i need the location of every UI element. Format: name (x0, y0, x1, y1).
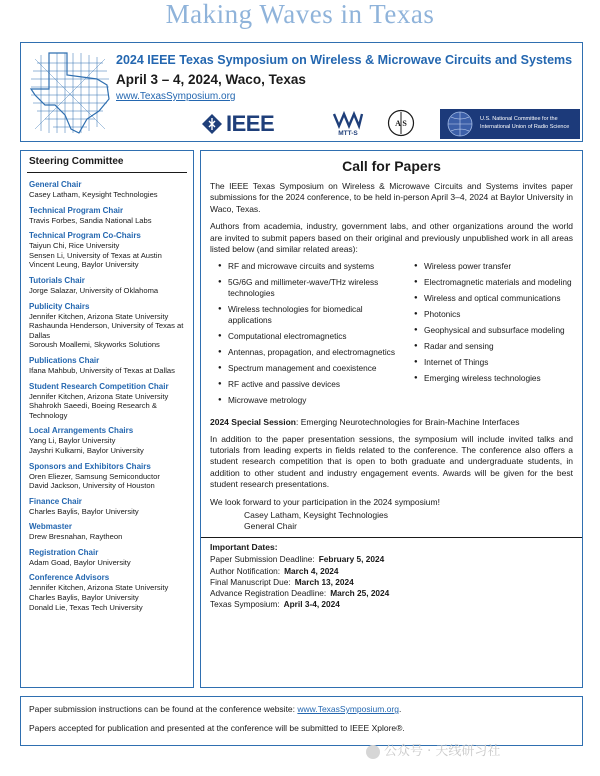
steering-committee-title: Steering Committee (27, 156, 187, 173)
signature-block (244, 510, 573, 532)
ieee-logo (201, 111, 274, 137)
important-dates-title: Important Dates: (210, 542, 278, 553)
dates-list (210, 554, 573, 610)
date-label: Texas Symposium: (210, 599, 280, 610)
committee-member: Donald Lie, Texas Tech University (29, 602, 143, 612)
topic-item: ● Emerging wireless technologies (414, 373, 573, 384)
committee-member: Charles Baylis, Baylor University (29, 593, 139, 603)
closing-line: We look forward to your participation in the 2024 symposium! (210, 496, 440, 507)
committee-member: Yang Li, Baylor University (29, 436, 116, 446)
date-value: March 4, 2024 (284, 565, 339, 576)
committee-role: Technical Program Chair (29, 205, 124, 215)
topics-right-column (414, 261, 573, 410)
topics-left-column (218, 261, 406, 410)
committee-role: Registration Chair (29, 547, 99, 557)
committee-group (29, 573, 185, 612)
footer-box (20, 696, 583, 746)
topic-item: ● Microwave metrology (218, 395, 406, 406)
committee-role: Student Research Competition Chair (29, 381, 169, 391)
committee-member: Sensen Li, University of Texas at Austin (29, 250, 162, 260)
committee-member: Casey Latham, Keysight Technologies (29, 190, 158, 199)
wechat-icon (366, 745, 380, 759)
date-label: Author Notification: (210, 565, 281, 576)
watermark-text: 公众号 · 天线研习社 (384, 744, 501, 759)
date-row (210, 554, 573, 565)
topic-item: ● Geophysical and subsurface modeling (414, 325, 573, 336)
banner (0, 0, 600, 29)
mtt-s-logo-icon (331, 111, 365, 137)
committee-member: Soroush Moallemi, Skyworks Solutions (29, 340, 160, 350)
date-row (210, 577, 573, 588)
aps-logo-text: A S (395, 119, 407, 128)
footer-xplore-line: Papers accepted for publication and presented at the conference will be submitted to IEEE Xplore®. (29, 723, 405, 733)
header-date-location: April 3 – 4, 2024, Waco, Texas (116, 72, 306, 87)
committee-member: Drew Bresnahan, Raytheon (29, 532, 123, 542)
committee-group (29, 231, 185, 270)
committee-member: Travis Forbes, Sandia National Labs (29, 215, 152, 225)
committee-group (29, 206, 185, 226)
steering-committee-panel (20, 150, 194, 688)
banner-title: Making Waves in Texas (165, 0, 435, 29)
footer-submission-line (29, 704, 574, 715)
committee-group (29, 522, 185, 542)
committee-group (29, 382, 185, 421)
topic-item: ● Computational electromagnetics (218, 331, 406, 342)
ursi-logo-text: U.S. National Committee for the International Union of Radio Science (480, 116, 570, 130)
globe-icon (442, 109, 478, 139)
topic-item: ● Spectrum management and coexistence (218, 363, 406, 374)
committee-member: Jennifer Kitchen, Arizona State University (29, 583, 169, 593)
texas-map-icon (27, 49, 113, 137)
important-dates (201, 537, 582, 610)
committee-group (29, 180, 185, 200)
ieee-logo-text: IEEE (226, 111, 275, 136)
date-value: February 5, 2024 (318, 554, 385, 565)
committee-role: Local Arrangements Chairs (29, 426, 134, 436)
committee-member: Charles Baylis, Baylor University (29, 506, 139, 516)
date-value: April 3-4, 2024 (283, 599, 340, 610)
committee-member: Jayshri Kulkarni, Baylor University (29, 445, 144, 455)
committee-member: Adam Goad, Baylor University (29, 557, 131, 567)
footer-website-link[interactable]: www.TexasSymposium.org (297, 704, 399, 714)
committee-group (29, 302, 185, 350)
topics-list (218, 261, 573, 410)
addition-paragraph: In addition to the paper presentation sessions, the symposium will include invited talks and tutorials from leading experts in fields related to the conference. The conference also offers a student research competition that is open to both graduate and undergraduate students, in addition to other student and industry engagement events. Awards will be given for the best student research presentations. (210, 433, 573, 490)
committee-role: Conference Advisors (29, 573, 110, 583)
committee-member: Shahrokh Saeedi, Boeing Research & Technology (29, 401, 157, 420)
committee-member: Taiyun Chi, Rice University (29, 241, 120, 251)
committee-group (29, 276, 185, 296)
mtt-s-logo-text: MTT-S (338, 130, 358, 137)
aps-logo-icon (387, 109, 415, 137)
committee-member: Rashaunda Henderson, University of Texas at Dallas (29, 321, 184, 340)
call-for-papers-heading: Call for Papers (342, 158, 441, 174)
ieee-diamond-icon (201, 113, 223, 135)
call-for-papers-panel (200, 150, 583, 688)
topic-item: ● Electromagnetic materials and modeling (414, 277, 573, 288)
date-label: Paper Submission Deadline: (210, 554, 315, 565)
special-session-label: 2024 Special Session (210, 416, 296, 427)
intro-paragraph: The IEEE Texas Symposium on Wireless & Microwave Circuits and Systems invites paper submissions for the 2024 conference, to be held in-person April 3–4, 2024 at Baylor University in Waco, Texas. (210, 181, 573, 214)
committee-role: Sponsors and Exhibitors Chairs (29, 461, 151, 471)
date-value: March 25, 2024 (330, 587, 390, 598)
topic-item: ● Antennas, propagation, and electromagnetics (218, 347, 406, 358)
watermark (366, 740, 500, 759)
committee-group (29, 497, 185, 517)
committee-role: Publications Chair (29, 355, 100, 365)
committee-member: Oren Eliezer, Samsung Semiconductor (29, 471, 160, 481)
special-session-text: : Emerging Neurotechnologies for Brain-Machine Interfaces (296, 416, 520, 427)
topic-item: ● RF active and passive devices (218, 379, 406, 390)
topic-item: ● Wireless technologies for biomedical applications (218, 304, 406, 325)
date-row (210, 588, 573, 599)
ursi-logo (440, 109, 580, 139)
committee-role: General Chair (29, 180, 82, 189)
date-row (210, 566, 573, 577)
topic-item: ● 5G/6G and millimeter-wave/THz wireless technologies (218, 277, 406, 298)
footer-line1-prefix: Paper submission instructions can be found at the conference website: (29, 704, 298, 714)
signer-title: General Chair (244, 521, 297, 532)
date-label: Final Manuscript Due: (210, 576, 291, 587)
authors-paragraph: Authors from academia, industry, government labs, and other organizations around the world are invited to submit papers based on their original and previously unpublished work in all areas listed below (and similar related areas): (210, 221, 573, 255)
committee-member: Jorge Salazar, University of Oklahoma (29, 285, 159, 295)
signer-name: Casey Latham, Keysight Technologies (244, 509, 388, 520)
committee-member: David Jackson, University of Houston (29, 481, 155, 491)
topic-item: ● Wireless power transfer (414, 261, 573, 272)
committee-member: Ifana Mahbub, University of Texas at Dallas (29, 365, 175, 375)
header-url-link[interactable]: www.TexasSymposium.org (116, 91, 236, 102)
committee-group (29, 356, 185, 376)
topic-item: ● Radar and sensing (414, 341, 573, 352)
date-value: March 13, 2024 (294, 576, 354, 587)
topic-item: ● Wireless and optical communications (414, 293, 573, 304)
committee-role: Tutorials Chair (29, 275, 85, 285)
topic-item: ● RF and microwave circuits and systems (218, 261, 406, 272)
committee-group (29, 462, 185, 491)
committee-member: Jennifer Kitchen, Arizona State University (29, 391, 169, 401)
committee-member: Jennifer Kitchen, Arizona State University (29, 311, 169, 321)
committee-role: Webmaster (29, 522, 72, 532)
committee-group (29, 548, 185, 568)
topic-item: ● Internet of Things (414, 357, 573, 368)
header-box (20, 42, 583, 142)
topic-item: ● Photonics (414, 309, 573, 320)
date-label: Advance Registration Deadline: (210, 587, 327, 598)
committee-member: Vincent Leung, Baylor University (29, 260, 139, 270)
committee-role: Publicity Chairs (29, 301, 90, 311)
committee-role: Technical Program Co-Chairs (29, 231, 141, 241)
committee-list (29, 180, 185, 612)
header-title: 2024 IEEE Texas Symposium on Wireless & Microwave Circuits and Systems (116, 53, 573, 67)
sponsor-logos (201, 109, 581, 139)
date-row (210, 599, 573, 610)
committee-role: Finance Chair (29, 496, 82, 506)
committee-group (29, 426, 185, 455)
footer-line1-suffix: . (398, 704, 402, 714)
special-session (210, 417, 573, 428)
